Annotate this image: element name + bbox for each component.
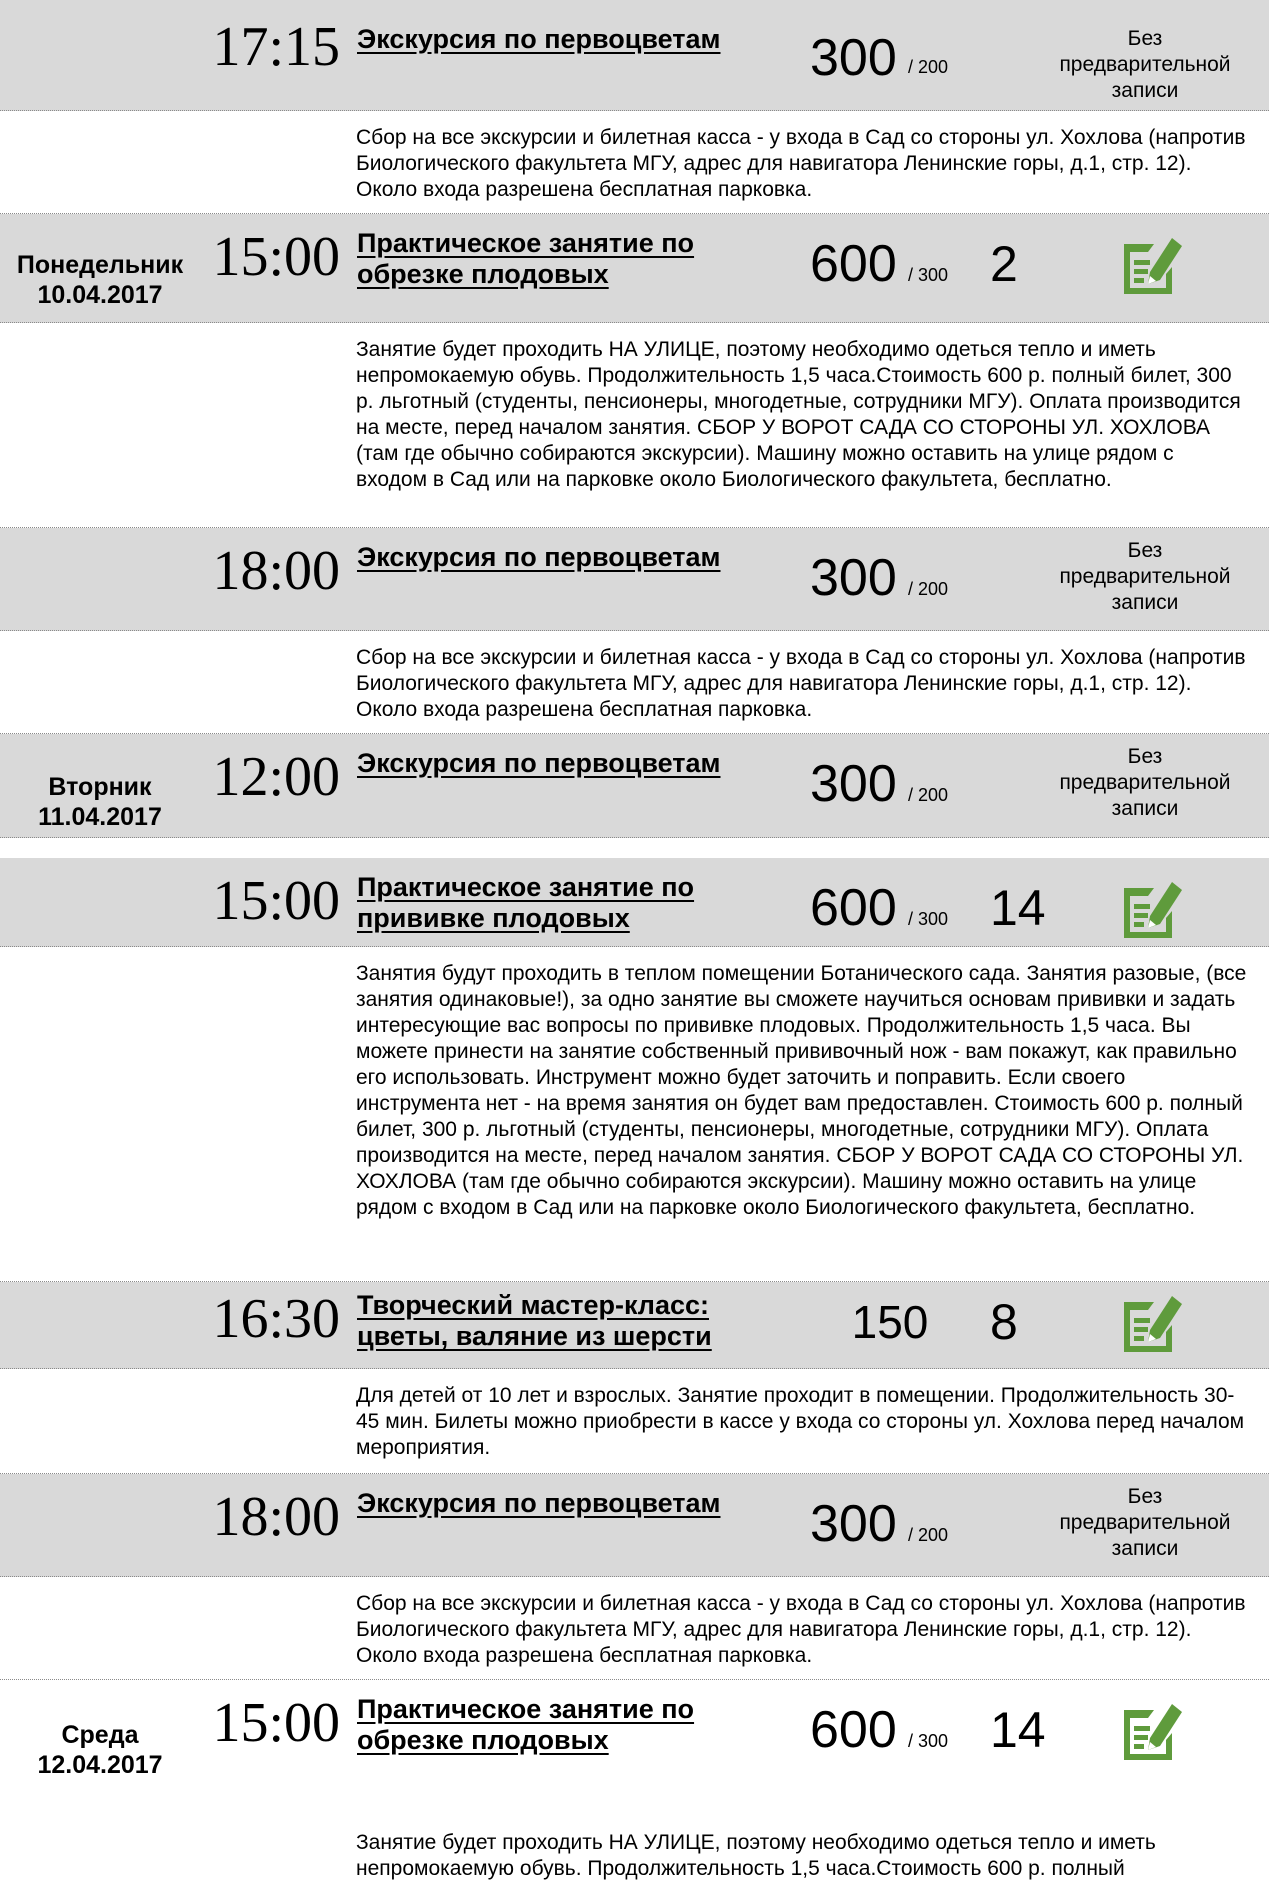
event-title-link[interactable]: Практическое занятие по обрезке плодовых: [357, 1694, 695, 1755]
event-time: 15:00: [212, 226, 340, 288]
event-row: [0, 858, 1269, 947]
day-name: Среда: [61, 1721, 139, 1749]
day-label: [0, 1720, 200, 1780]
price-reduced: / 300: [908, 909, 949, 929]
price-reduced: / 200: [908, 1525, 949, 1545]
price-full: 300: [810, 29, 897, 87]
event-time: 16:30: [212, 1288, 340, 1350]
no-registration-label: Без предварительной записи: [1059, 27, 1231, 102]
event-description-text: Занятия будут проходить в теплом помещении Ботанического сада. Занятия разовые, (все занятия одинаковые!), за одно занятие вы сможете научиться основам прививки и задать интересующие вас вопросы по прививке плодовых. Продолжительность 1,5 часа. Вы можете принести на занятие собственный прививочный нож - вам покажут, как правильно его использовать. Инструмент можно будет заточить и поправить. Если своего инструмента нет - на время занятия он будет вам предоставлен. Стоимость 600 р. полный билет, 300 р. льготный (студенты, пенсионеры, многодетные, сотрудники МГУ). Оплата производится на месте, перед началом занятия. СБОР У ВОРОТ САДА СО СТОРОНЫ УЛ. ХОХЛОВА (там где обычно собираются экскурсии). Машину можно оставить на улице рядом с входом в Сад или на парковке около Биологического факультета, бесплатно.: [356, 962, 1247, 1219]
seats-available: 8: [990, 1294, 1018, 1350]
notepad-pencil-icon: [1110, 870, 1190, 950]
event-description-text: Занятие будет проходить НА УЛИЦЕ, поэтому необходимо одеться тепло и иметь непромокаемую обувь. Продолжительность 1,5 часа.Стоимость 600 р. полный билет, 300 р. льготный (студенты, пенсионеры, многодетные, сотрудники МГУ). Оплата производится на месте, перед началом занятия. СБОР У ВОРОТ САДА СО СТОРОНЫ УЛ. ХОХЛОВА (там где обычно собираются экскурсии). Машину можно оставить на улице рядом с входом в Сад или на парковке около Биологического факультета, бесплатно.: [356, 338, 1241, 491]
register-button[interactable]: [1110, 226, 1190, 306]
event-time: 15:00: [212, 1692, 340, 1754]
price-full: 600: [810, 879, 897, 937]
event-description-text: Сбор на все экскурсии и билетная касса - у входа в Сад со стороны ул. Хохлова (напротив Биологического факультета МГУ, адрес для навигатора Ленинские горы, д.1, стр. 12). Около входа разрешена бесплатная парковка.: [356, 126, 1246, 201]
price-full: 300: [810, 755, 897, 813]
no-registration-label: Без предварительной записи: [1059, 539, 1231, 614]
event-row: [0, 1474, 1269, 1577]
event-description-text: Занятие будет проходить НА УЛИЦЕ, поэтому необходимо одеться тепло и иметь непромокаемую обувь. Продолжительность 1,5 часа.Стоимость 600 р. полный: [356, 1831, 1156, 1880]
price-full: 150: [851, 1296, 929, 1348]
event-time: 15:00: [212, 870, 340, 932]
event-row: [0, 528, 1269, 631]
seats-available: 14: [990, 880, 1046, 936]
register-button[interactable]: [1110, 870, 1190, 950]
event-row: [0, 734, 1269, 838]
event-title-link[interactable]: Экскурсия по первоцветам: [357, 1488, 721, 1518]
event-description: [0, 323, 1269, 528]
event-title-link[interactable]: Экскурсия по первоцветам: [357, 24, 721, 54]
event-description-text: Сбор на все экскурсии и билетная касса - у входа в Сад со стороны ул. Хохлова (напротив Биологического факультета МГУ, адрес для навигатора Ленинские горы, д.1, стр. 12). Около входа разрешена бесплатная парковка.: [356, 1592, 1246, 1667]
event-description: [0, 1788, 1269, 1888]
seats-available: 14: [990, 1702, 1046, 1758]
event-time: 12:00: [212, 746, 340, 808]
event-title-link[interactable]: Экскурсия по первоцветам: [357, 748, 721, 778]
price-reduced: / 200: [908, 57, 949, 77]
day-name: Вторник: [48, 773, 152, 801]
price-reduced: / 200: [908, 785, 949, 805]
event-description: [0, 947, 1269, 1282]
day-date: 10.04.2017: [37, 281, 163, 309]
no-registration-label: Без предварительной записи: [1059, 745, 1231, 820]
notepad-pencil-icon: [1110, 226, 1190, 306]
register-button[interactable]: [1110, 1692, 1190, 1772]
event-description-text: Сбор на все экскурсии и билетная касса - у входа в Сад со стороны ул. Хохлова (напротив Биологического факультета МГУ, адрес для навигатора Ленинские горы, д.1, стр. 12). Около входа разрешена бесплатная парковка.: [356, 646, 1246, 721]
price-reduced: / 300: [908, 1731, 949, 1751]
event-row: [0, 1680, 1269, 1788]
day-label: [0, 250, 200, 310]
event-time: 18:00: [212, 1486, 340, 1548]
price-full: 300: [810, 1495, 897, 1553]
event-row: [0, 1282, 1269, 1369]
register-button[interactable]: [1110, 1284, 1190, 1364]
event-title-link[interactable]: Практическое занятие по прививке плодовых: [357, 872, 695, 933]
event-time: 18:00: [212, 540, 340, 602]
day-name: Понедельник: [16, 251, 184, 279]
event-description: [0, 1577, 1269, 1680]
event-title-link[interactable]: Экскурсия по первоцветам: [357, 542, 721, 572]
price-full: 600: [810, 1701, 897, 1759]
price-reduced: / 200: [908, 579, 949, 599]
event-description: [0, 111, 1269, 214]
event-description: [0, 1369, 1269, 1474]
price-reduced: / 300: [908, 265, 949, 285]
seats-available: 2: [990, 236, 1018, 292]
event-row: [0, 214, 1269, 323]
event-time: 17:15: [212, 16, 340, 78]
notepad-pencil-icon: [1110, 1284, 1190, 1364]
price-full: 600: [810, 235, 897, 293]
event-description: [0, 631, 1269, 734]
day-date: 11.04.2017: [38, 803, 162, 831]
no-registration-label: Без предварительной записи: [1059, 1485, 1231, 1560]
event-description-text: Для детей от 10 лет и взрослых. Занятие проходит в помещении. Продолжительность 30-45 мин. Билеты можно приобрести в кассе у входа со стороны ул. Хохлова перед началом мероприятия.: [356, 1384, 1245, 1459]
day-date: 12.04.2017: [37, 1751, 163, 1779]
notepad-pencil-icon: [1110, 1692, 1190, 1772]
day-label: [0, 772, 200, 832]
event-row: [0, 0, 1269, 111]
price-full: 300: [810, 549, 897, 607]
event-title-link[interactable]: Практическое занятие по обрезке плодовых: [357, 228, 695, 289]
event-description: [0, 838, 1269, 858]
event-title-link[interactable]: Творческий мастер-класс: цветы, валяние из шерсти: [357, 1290, 712, 1351]
